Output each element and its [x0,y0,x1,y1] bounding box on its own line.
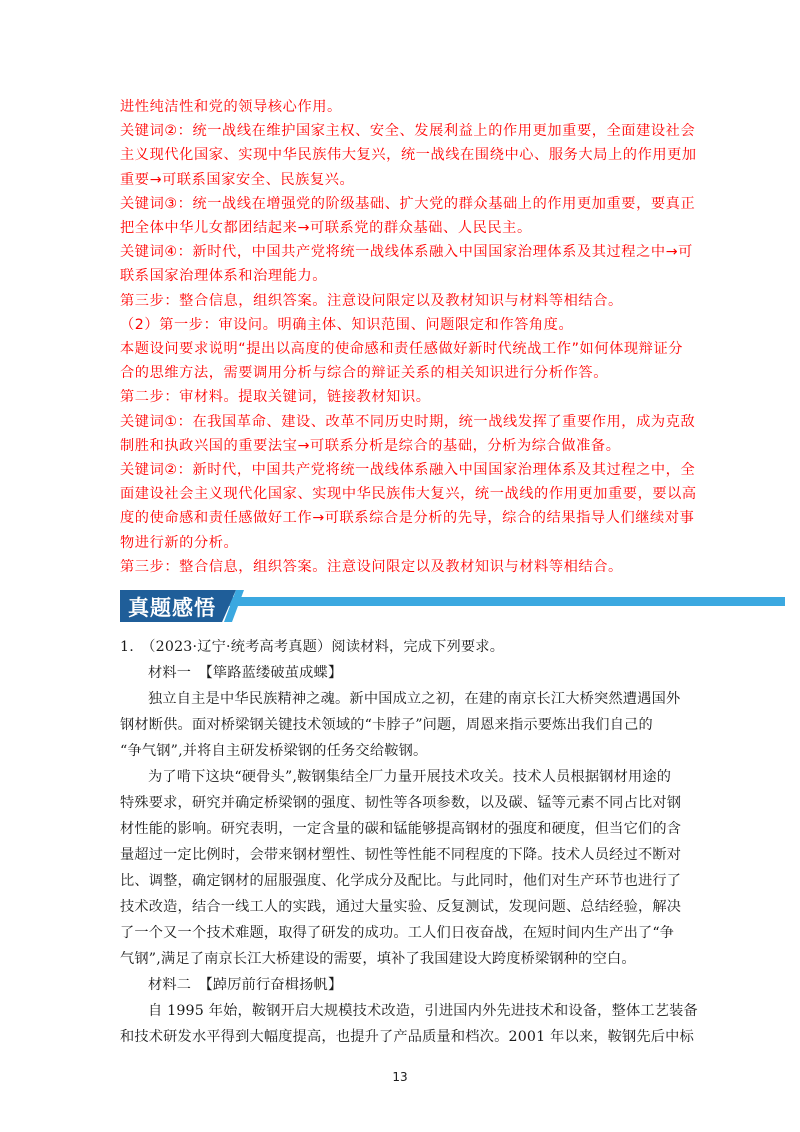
question-line: 钢材断供。面对桥梁钢关键技术领域的“卡脖子”问题，周恩来指示要炼出我们自己的 [120,717,653,733]
question-stem: 1. （2023·辽宁·统考高考真题）阅读材料，完成下列要求。 [120,639,505,655]
question-line: 了一个又一个技术难题，取得了研发的成功。工人们日夜奋战，在短时间内生产出了“争 [120,925,675,941]
question-line: 和技术研发水平得到大幅度提高，也提升了产品质量和档次。2001 年以来，鞍钢先后中标 [120,1029,694,1045]
analysis-line: 关键词①：在我国革命、建设、改革不同历史时期，统一战线发挥了重要作用，成为克敌 [120,413,696,430]
question-line: 材料一 【筚路蓝缕破茧成蝶】 [148,665,343,681]
question-line: 特殊要求，研究并确定桥梁钢的强度、韧性等各项参数，以及碳、锰等元素不同占比对钢 [120,795,682,811]
analysis-line: 度的使命感和责任感做好工作→可联系综合是分析的先导，综合的结果指导人们继续对事 [120,510,695,527]
question-line: 比、调整，确定钢材的屈服强度、化学成分及配比。与此同时，他们对生产环节也进行了 [120,873,682,889]
question-line: “争气钢”,并将自主研发桥梁钢的任务交给鞍钢。 [120,743,428,759]
page-number: 13 [392,1070,408,1084]
analysis-line: 进性纯洁性和党的领导核心作用。 [120,99,342,115]
analysis-line: 第三步：整合信息，组织答案。注意设问限定以及教材知识与材料等相结合。 [120,558,623,575]
question-line: 技术改造，结合一线工人的实践，通过大量实验、反复测试，发现问题、总结经验，解决 [120,899,682,915]
analysis-line: 联系国家治理体系和治理能力。 [120,268,328,285]
analysis-line: 第二步：审材料。提取关键词，链接教材知识。 [120,389,431,406]
analysis-line: 关键词②：统一战线在维护国家主权、安全、发展利益上的作用更加重要，全面建设社会 [120,123,696,140]
question-line: 材性能的影响。研究表明，一定含量的碳和锰能够提高钢材的强度和硬度，但当它们的含 [120,821,682,837]
analysis-line: （2）第一步：审设问。明确主体、知识范围、问题限定和作答角度。 [120,316,574,333]
question-line: 气钢”,满足了南京长江大桥建设的需要，填补了我国建设大跨度桥梁钢种的空白。 [120,951,636,967]
analysis-line: 物进行新的分析。 [120,534,239,551]
analysis-line: 本题设问要求说明“提出以高度的使命感和责任感做好新时代统战工作”如何体现辩证分 [120,341,684,357]
section-banner [120,590,785,622]
analysis-line: 主义现代化国家、实现中华民族伟大复兴，统一战线在围绕中心、服务大局上的作用更加 [120,147,697,164]
analysis-line: 合的思维方法，需要调用分析与综合的辩证关系的相关知识进行分析作答。 [120,365,608,382]
question-line: 独立自主是中华民族精神之魂。新中国成立之初，在建的南京长江大桥突然遭遇国外 [148,691,681,707]
analysis-line: 制胜和执政兴国的重要法宝→可联系分析是综合的基础，分析为综合做准备。 [120,437,621,454]
question-line: 自 1995 年始，鞍钢开启大规模技术改造，引进国内外先进技术和设备，整体工艺装备 [148,1003,698,1019]
analysis-line: 关键词③：统一战线在增强党的阶级基础、扩大党的群众基础上的作用更加重要，要真正 [120,195,696,212]
banner-title: 真题感悟 [128,596,216,620]
analysis-line: 面建设社会主义现代化国家、实现中华民族伟大复兴，统一战线的作用更加重要，要以高 [120,486,697,503]
analysis-line: 把全体中华儿女都团结起来→可联系党的群众基础、人民民主。 [120,220,532,236]
analysis-line: 第三步：整合信息，组织答案。注意设问限定以及教材知识与材料等相结合。 [120,292,623,309]
question-line: 为了啃下这块“硬骨头”,鞍钢集结全厂力量开展技术攻关。技术人员根据钢材用途的 [148,769,672,785]
question-line: 量超过一定比例时，会带来钢材塑性、韧性等性能不同程度的下降。技术人员经过不断对 [120,847,682,863]
analysis-line: 关键词②：新时代，中国共产党将统一战线体系融入中国国家治理体系及其过程之中，全 [120,462,696,478]
analysis-line: 关键词④：新时代，中国共产党将统一战线体系融入中国国家治理体系及其过程之中→可 [120,244,693,261]
question-line: 材料二 【踔厉前行奋楫扬帆】 [148,977,343,993]
analysis-line: 重要→可联系国家安全、民族复兴。 [120,171,355,188]
